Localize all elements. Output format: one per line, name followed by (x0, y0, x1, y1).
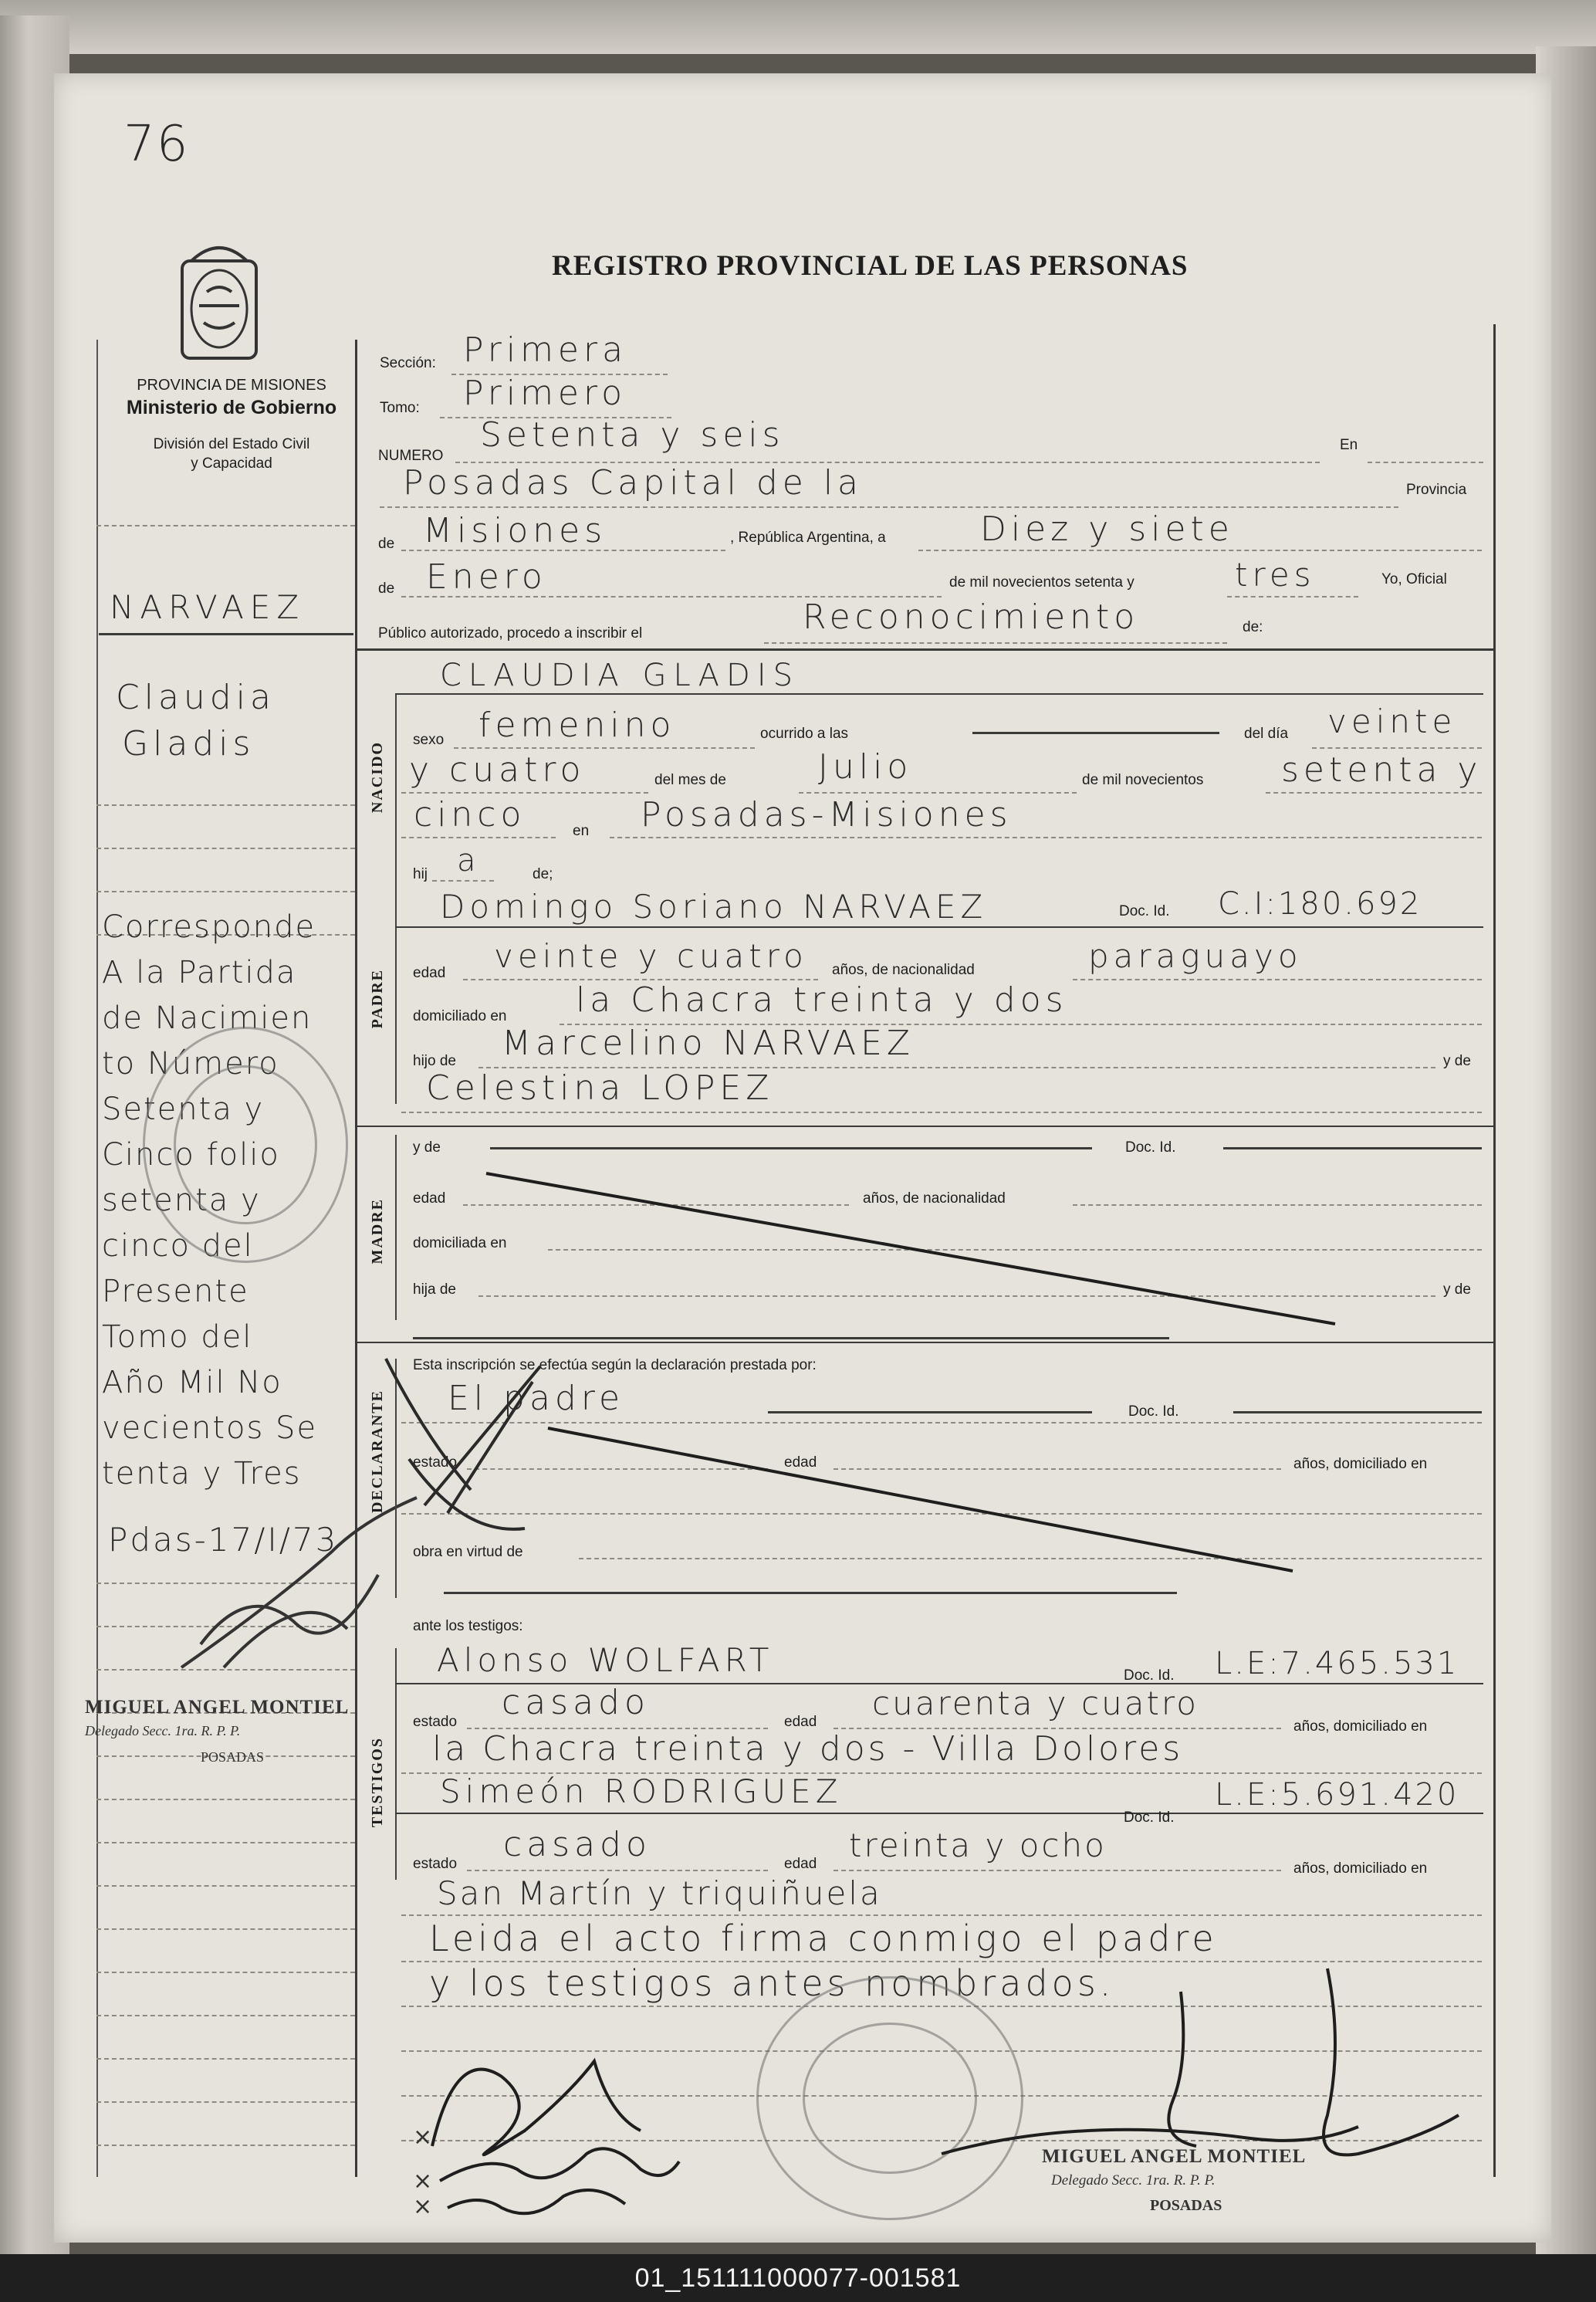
label-hij: hij (413, 866, 428, 882)
page-number: 76 (123, 116, 190, 173)
section-rule (355, 1126, 1493, 1127)
rule (401, 837, 556, 838)
rule (1073, 979, 1482, 980)
label-numero: NUMERO (378, 448, 444, 464)
label-edad-testigo-1: edad (784, 1714, 817, 1730)
svg-text:×: × (413, 2168, 433, 2195)
abuelo-paterno: Marcelino NARVAEZ (502, 1024, 915, 1063)
label-publico: Público autorizado, procedo a inscribir el (378, 625, 643, 642)
margin-note-line: Año Mil No (102, 1365, 282, 1400)
label-hijo-de: hijo de (413, 1053, 456, 1069)
margin-surname-rule (99, 633, 353, 635)
stamp-1-name: MIGUEL ANGEL MONTIEL (85, 1697, 350, 1718)
label-seccion: Sección: (380, 355, 436, 371)
declarante-cancel-strokes (378, 1335, 1304, 1590)
section-label-nacido: NACIDO (369, 741, 386, 814)
rule (401, 1914, 1482, 1916)
rule (1368, 462, 1483, 463)
cierre-linea-1: Leida el acto firma conmigo el padre (429, 1918, 1218, 1959)
provincia-value: Misiones (423, 511, 607, 550)
rule (799, 792, 1077, 794)
padre-domicilio: la Chacra treinta y dos (576, 980, 1068, 1020)
label-edad-declarante: edad (784, 1454, 817, 1471)
label-domicilio-testigo-1: años, domiciliado en (1293, 1718, 1428, 1735)
org-line-3: División del Estado Civil (153, 436, 310, 452)
label-sexo: sexo (413, 732, 445, 748)
stamp-2-title: Delegado Secc. 1ra. R. P. P. (1051, 2172, 1216, 2189)
margin-note-line: Corresponde (102, 909, 316, 945)
rule (1227, 596, 1358, 598)
label-en: En (1340, 437, 1358, 453)
svg-text:×: × (413, 2124, 433, 2151)
label-ocurrido: ocurrido a las (760, 726, 849, 742)
margin-note-line: Presente (102, 1274, 249, 1309)
testigo-2-documento: L.E:5.691.420 (1215, 1777, 1459, 1813)
hij-sufijo: a (457, 843, 481, 878)
label-doc-testigo-2: Doc. Id. (1124, 1809, 1175, 1826)
label-de: de (378, 536, 395, 552)
label-doc-testigo-1: Doc. Id. (1124, 1667, 1175, 1684)
lugar-value: Posadas Capital de la (403, 463, 864, 503)
cierre-linea-2: y los testigos antes nombrados. (429, 1962, 1115, 2004)
label-doc-padre: Doc. Id. (1119, 903, 1170, 919)
rule (490, 1147, 1092, 1149)
margin-surname: NARVAEZ (110, 588, 306, 626)
svg-text:×: × (413, 2193, 433, 2216)
testigo-1-nombre: Alonso WOLFART (437, 1641, 774, 1679)
label-declaracion: Esta inscripción se efectúa según la declaración prestada por: (413, 1357, 817, 1373)
margin-note-line: cinco del (102, 1228, 254, 1264)
mes-value: Enero (426, 557, 547, 597)
rule (401, 1112, 1482, 1113)
rule (395, 1813, 1483, 1814)
label-oficial: Yo, Oficial (1381, 571, 1447, 587)
section-label-madre: MADRE (369, 1198, 386, 1264)
margin-note-line: vecientos Se (102, 1410, 318, 1446)
rule (610, 837, 1482, 838)
rule (1266, 792, 1482, 794)
label-en-nac: en (573, 823, 590, 839)
sexo-value: femenino (478, 706, 676, 745)
rule (380, 506, 1398, 508)
testigo-1-estado: casado (502, 1683, 650, 1722)
margin-note-line: Setenta y (102, 1092, 265, 1127)
mes-nacimiento: Julio (818, 747, 913, 787)
label-estado-testigo-2: estado (413, 1856, 458, 1872)
padre-nacionalidad: paraguayo (1088, 937, 1303, 975)
label-del-mes: del mes de (654, 772, 726, 788)
margin-note-line: setenta y (102, 1183, 261, 1218)
label-obra: obra en virtud de (413, 1544, 523, 1560)
margin-note-line: Tomo del (102, 1319, 253, 1355)
label-nacionalidad-madre: años, de nacionalidad (863, 1190, 1006, 1207)
label-y-de-madre-2: y de (1443, 1281, 1471, 1298)
padre-nombre: Domingo Soriano NARVAEZ (440, 888, 988, 926)
margin-given-name-1: Claudia (116, 678, 276, 717)
testigo-2-edad: treinta y ocho (849, 1826, 1107, 1864)
testigo-1-domicilio: la Chacra treinta y dos - Villa Dolores (432, 1729, 1184, 1769)
numero-value: Setenta y seis (480, 415, 785, 455)
padre-documento: C.I:180.692 (1218, 886, 1422, 922)
tomo-value: Primero (463, 374, 627, 413)
testigo-2-estado: casado (503, 1825, 651, 1864)
section-label-padre: PADRE (369, 969, 386, 1029)
stamp-2-city: POSADAS (1150, 2197, 1222, 2214)
nacido-nombre: CLAUDIA GLADIS (440, 658, 800, 693)
abuela-paterna: Celestina LOPEZ (426, 1068, 774, 1108)
section-label-declarante: DECLARANTE (369, 1390, 386, 1514)
rule (834, 1870, 1281, 1871)
anio-nacimiento-a: setenta y (1281, 750, 1483, 790)
rule (1223, 1147, 1482, 1149)
testigo-1-documento: L.E:7.465.531 (1215, 1646, 1459, 1681)
rule (1312, 747, 1482, 749)
org-line-4: y Capacidad (191, 455, 272, 472)
rule (401, 792, 648, 794)
margin-note-line: to Número (102, 1046, 279, 1082)
label-ante-testigos: ante los testigos: (413, 1618, 523, 1634)
org-line-1: PROVINCIA DE MISIONES (137, 377, 326, 394)
rule (972, 732, 1219, 734)
label-mil-novecientos-nac: de mil novecientos (1082, 772, 1204, 788)
label-edad-padre: edad (413, 965, 446, 981)
anio-nacimiento-b: cinco (414, 795, 526, 834)
margin-note-line: tenta y Tres (102, 1456, 302, 1491)
testigo-2-nombre: Simeón RODRIGUEZ (440, 1772, 843, 1810)
rule (918, 550, 1482, 551)
label-hija-de: hija de (413, 1281, 456, 1298)
section-bracket (395, 899, 397, 1104)
anio-value: tres (1235, 556, 1316, 594)
stamp-2-name: MIGUEL ANGEL MONTIEL (1042, 2146, 1307, 2167)
label-y-de-padre: y de (1443, 1053, 1471, 1069)
seccion-value: Primera (463, 330, 628, 370)
label-provincia: Provincia (1406, 482, 1467, 498)
rule (395, 693, 1483, 695)
margin-note-line: A la Partida (102, 955, 297, 990)
margin-note-date: Pdas-17/I/73 (108, 1521, 339, 1559)
madre-cancel-stroke (478, 1158, 1343, 1335)
label-domicilio-madre: domiciliada en (413, 1235, 507, 1251)
section-bracket (395, 695, 397, 919)
page-title: REGISTRO PROVINCIAL DE LAS PERSONAS (552, 250, 1189, 282)
scan-footer-id: 01_151111000077-001581 (0, 2254, 1596, 2302)
label-republica: , República Argentina, a (730, 530, 886, 546)
label-del-dia: del día (1244, 726, 1289, 742)
dia-nacimiento-a: veinte (1327, 702, 1457, 740)
label-edad-madre: edad (413, 1190, 446, 1207)
label-domicilio-declarante: años, domiciliado en (1293, 1456, 1428, 1472)
rule (395, 926, 1483, 928)
witness-signatures (409, 2015, 718, 2216)
label-estado-testigo-1: estado (413, 1714, 458, 1730)
label-nacionalidad-padre: años, de nacionalidad (832, 962, 975, 978)
label-edad-testigo-2: edad (784, 1856, 817, 1872)
label-domicilio-padre: domiciliado en (413, 1008, 507, 1024)
section-bracket (395, 1135, 397, 1320)
label-de-nac: de; (533, 866, 553, 882)
label-doc-madre: Doc. Id. (1125, 1139, 1176, 1156)
label-estado-declarante: estado (413, 1454, 458, 1471)
label-de-3: de: (1243, 619, 1263, 635)
label-y-de-madre: y de (413, 1139, 441, 1156)
label-de-2: de (378, 581, 395, 597)
label-mil-novecientos: de mil novecientos setenta y (949, 574, 1134, 591)
rule (444, 1592, 1177, 1594)
lugar-nacimiento: Posadas-Misiones (641, 795, 1013, 834)
testigo-1-edad: cuarenta y cuatro (872, 1684, 1199, 1722)
label-tomo: Tomo: (380, 400, 420, 416)
declarante-nombre: El padre (448, 1379, 625, 1418)
acto-value: Reconocimiento (803, 598, 1140, 637)
rule (401, 550, 725, 551)
label-doc-declarante: Doc. Id. (1128, 1403, 1179, 1420)
rule (467, 1870, 768, 1871)
rule (432, 880, 494, 882)
stamp-1-city: POSADAS (201, 1749, 265, 1765)
padre-edad: veinte y cuatro (494, 937, 808, 975)
margin-given-name-2: Gladis (122, 724, 255, 763)
rule (454, 747, 755, 749)
margin-note-line: Cinco folio (102, 1137, 280, 1173)
dia-nacimiento-b: y cuatro (409, 750, 586, 790)
margin-note-line: de Nacimien (102, 1000, 313, 1036)
rule (764, 642, 1227, 644)
label-domicilio-testigo-2: años, domiciliado en (1293, 1860, 1428, 1877)
margin-oval-stamp-inner (174, 1065, 317, 1224)
org-line-2: Ministerio de Gobierno (126, 397, 337, 418)
testigo-2-domicilio: San Martín y triquiñuela (437, 1874, 882, 1912)
dia-value: Diez y siete (980, 509, 1234, 549)
section-label-testigos: TESTIGOS (369, 1737, 386, 1828)
section-rule (355, 648, 1493, 651)
right-border-rule (1493, 324, 1496, 2177)
stamp-1-title: Delegado Secc. 1ra. R. P. P. (85, 1723, 241, 1738)
